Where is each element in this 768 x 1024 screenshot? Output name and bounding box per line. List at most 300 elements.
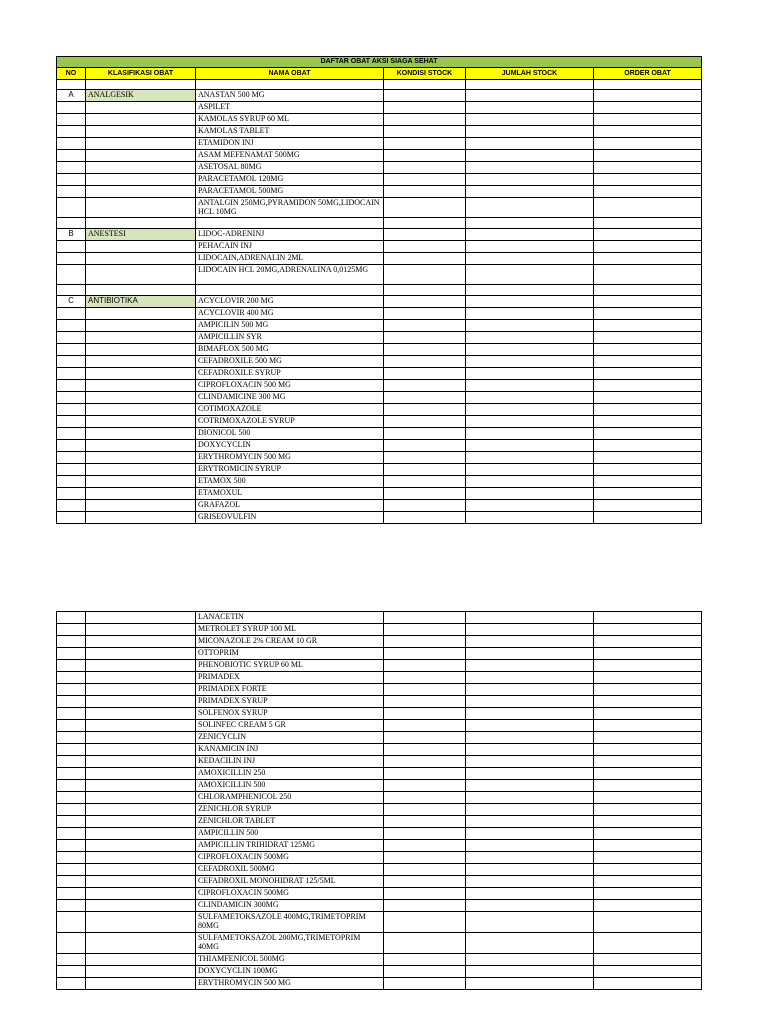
- nama-obat-cell: KANAMICIN INJ: [196, 744, 384, 756]
- kondisi-stock-cell: [384, 912, 466, 933]
- nama-obat-cell: PRIMADEX SYRUP: [196, 696, 384, 708]
- order-obat-cell: [594, 636, 702, 648]
- no-cell: [57, 126, 86, 138]
- table-row: [57, 90, 702, 102]
- no-cell: [57, 404, 86, 416]
- jumlah-stock-cell: [466, 852, 594, 864]
- nama-obat-cell: KEDACILIN INJ: [196, 756, 384, 768]
- header-row: [57, 68, 702, 80]
- kondisi-stock-cell: [384, 90, 466, 102]
- jumlah-stock-cell: [466, 102, 594, 114]
- order-obat-cell: [594, 114, 702, 126]
- klasifikasi-cell: [86, 912, 196, 933]
- jumlah-stock-cell: [466, 332, 594, 344]
- nama-obat-cell: CLINDAMICINE 300 MG: [196, 392, 384, 404]
- order-obat-cell: [594, 792, 702, 804]
- klasifikasi-cell: [86, 404, 196, 416]
- nama-obat-cell: ANTALGIN 250MG,PYRAMIDON 50MG,LIDOCAIN HCL 10MG: [196, 198, 384, 218]
- order-obat-cell: [594, 150, 702, 162]
- table-row: [57, 150, 702, 162]
- nama-obat-cell: DOXYCYCLIN 100MG: [196, 966, 384, 978]
- order-obat-cell: [594, 428, 702, 440]
- jumlah-stock-cell: [466, 392, 594, 404]
- table-row: [57, 488, 702, 500]
- order-obat-cell: [594, 756, 702, 768]
- klasifikasi-cell: [86, 126, 196, 138]
- jumlah-stock-cell: [466, 864, 594, 876]
- klasifikasi-cell: [86, 744, 196, 756]
- order-obat-cell: [594, 708, 702, 720]
- table-row: [57, 380, 702, 392]
- jumlah-stock-cell: [466, 744, 594, 756]
- klasifikasi-cell: [86, 464, 196, 476]
- klasifikasi-cell: [86, 392, 196, 404]
- order-obat-cell: [594, 840, 702, 852]
- table-row: [57, 296, 702, 308]
- no-cell: [57, 900, 86, 912]
- jumlah-stock-cell: [466, 756, 594, 768]
- header-jumlah-stock: JUMLAH STOCK: [466, 68, 594, 80]
- jumlah-stock-cell: [466, 888, 594, 900]
- jumlah-stock-cell: [466, 732, 594, 744]
- klasifikasi-cell: [86, 804, 196, 816]
- no-cell: [57, 464, 86, 476]
- no-cell: [57, 476, 86, 488]
- jumlah-stock-cell: [466, 912, 594, 933]
- jumlah-stock-cell: [466, 186, 594, 198]
- jumlah-stock-cell: [466, 933, 594, 954]
- kondisi-stock-cell: [384, 241, 466, 253]
- nama-obat-cell: COTIMOXAZOLE: [196, 404, 384, 416]
- nama-obat-cell: PARACETAMOL 120MG: [196, 174, 384, 186]
- klasifikasi-cell: [86, 102, 196, 114]
- nama-obat-cell: MICONAZOLE 2% CREAM 10 GR: [196, 636, 384, 648]
- order-obat-cell: [594, 476, 702, 488]
- nama-obat-cell: ZENICYCLIN: [196, 732, 384, 744]
- nama-obat-cell: ASETOSAL 80MG: [196, 162, 384, 174]
- order-obat-cell: [594, 876, 702, 888]
- no-cell: [57, 488, 86, 500]
- nama-obat-cell: CLINDAMICIN 300MG: [196, 900, 384, 912]
- table-row: [57, 756, 702, 768]
- table-row: [57, 732, 702, 744]
- klasifikasi-cell: [86, 452, 196, 464]
- kondisi-stock-cell: [384, 672, 466, 684]
- order-obat-cell: [594, 253, 702, 265]
- kondisi-stock-cell: [384, 308, 466, 320]
- order-obat-cell: [594, 368, 702, 380]
- table-row: [57, 428, 702, 440]
- kondisi-stock-cell: [384, 732, 466, 744]
- order-obat-cell: [594, 648, 702, 660]
- kondisi-stock-cell: [384, 780, 466, 792]
- klasifikasi-cell: [86, 198, 196, 218]
- order-obat-cell: [594, 162, 702, 174]
- jumlah-stock-cell: [466, 150, 594, 162]
- table-row: [57, 253, 702, 265]
- no-cell: [57, 218, 86, 229]
- no-cell: [57, 392, 86, 404]
- klasifikasi-cell: [86, 816, 196, 828]
- order-obat-cell: [594, 241, 702, 253]
- jumlah-stock-cell: [466, 265, 594, 285]
- nama-obat-cell: CHLORAMPHENICOL 250: [196, 792, 384, 804]
- jumlah-stock-cell: [466, 840, 594, 852]
- klasifikasi-cell: [86, 672, 196, 684]
- order-obat-cell: [594, 624, 702, 636]
- order-obat-cell: [594, 732, 702, 744]
- order-obat-cell: [594, 440, 702, 452]
- kondisi-stock-cell: [384, 265, 466, 285]
- klasifikasi-cell: [86, 150, 196, 162]
- table-row: [57, 332, 702, 344]
- klasifikasi-cell: [86, 888, 196, 900]
- jumlah-stock-cell: [466, 174, 594, 186]
- kondisi-stock-cell: [384, 612, 466, 624]
- nama-obat-cell: ANASTAN 500 MG: [196, 90, 384, 102]
- jumlah-stock-cell: [466, 218, 594, 229]
- klasifikasi-cell: [86, 416, 196, 428]
- klasifikasi-cell: [86, 900, 196, 912]
- klasifikasi-cell: [86, 792, 196, 804]
- klasifikasi-cell: [86, 636, 196, 648]
- jumlah-stock-cell: [466, 512, 594, 524]
- jumlah-stock-cell: [466, 804, 594, 816]
- table-row: [57, 696, 702, 708]
- table-title-row: [57, 57, 702, 68]
- nama-obat-cell: PARACETAMOL 500MG: [196, 186, 384, 198]
- jumlah-stock-cell: [466, 648, 594, 660]
- nama-obat-cell: LIDOC-ADRENINJ: [196, 229, 384, 241]
- klasifikasi-cell: [86, 332, 196, 344]
- kondisi-stock-cell: [384, 464, 466, 476]
- nama-obat-cell: ZENICHLOR TABLET: [196, 816, 384, 828]
- no-cell: [57, 933, 86, 954]
- order-obat-cell: [594, 954, 702, 966]
- no-cell: [57, 840, 86, 852]
- nama-obat-cell: DIONICOL 500: [196, 428, 384, 440]
- nama-obat-cell: CEFADROXILE 500 MG: [196, 356, 384, 368]
- order-obat-cell: [594, 816, 702, 828]
- no-cell: [57, 80, 86, 90]
- order-obat-cell: [594, 696, 702, 708]
- klasifikasi-cell: [86, 253, 196, 265]
- no-cell: [57, 888, 86, 900]
- order-obat-cell: [594, 80, 702, 90]
- order-obat-cell: [594, 320, 702, 332]
- nama-obat-cell: GRISEOVULFIN: [196, 512, 384, 524]
- table-row: [57, 308, 702, 320]
- klasifikasi-cell: [86, 356, 196, 368]
- jumlah-stock-cell: [466, 476, 594, 488]
- no-cell: [57, 428, 86, 440]
- no-cell: [57, 368, 86, 380]
- nama-obat-cell: CEFADROXIL 500MG: [196, 864, 384, 876]
- kondisi-stock-cell: [384, 744, 466, 756]
- klasifikasi-cell: [86, 768, 196, 780]
- nama-obat-cell: CEFADROXILE SYRUP: [196, 368, 384, 380]
- no-cell: [57, 660, 86, 672]
- klasifikasi-cell: [86, 440, 196, 452]
- no-cell: [57, 174, 86, 186]
- no-cell: B: [57, 229, 86, 241]
- order-obat-cell: [594, 332, 702, 344]
- kondisi-stock-cell: [384, 150, 466, 162]
- klasifikasi-cell: [86, 612, 196, 624]
- jumlah-stock-cell: [466, 126, 594, 138]
- jumlah-stock-cell: [466, 464, 594, 476]
- order-obat-cell: [594, 978, 702, 990]
- kondisi-stock-cell: [384, 954, 466, 966]
- header-kondisi-stock: KONDISI STOCK: [384, 68, 466, 80]
- table-row: [57, 876, 702, 888]
- kondisi-stock-cell: [384, 636, 466, 648]
- nama-obat-cell: ZENICHLOR SYRUP: [196, 804, 384, 816]
- kondisi-stock-cell: [384, 102, 466, 114]
- no-cell: [57, 756, 86, 768]
- nama-obat-cell: SULFAMETOKSAZOLE 400MG,TRIMETOPRIM 80MG: [196, 912, 384, 933]
- order-obat-cell: [594, 500, 702, 512]
- kondisi-stock-cell: [384, 229, 466, 241]
- no-cell: [57, 102, 86, 114]
- kondisi-stock-cell: [384, 392, 466, 404]
- nama-obat-cell: CIPROFLOXACIN 500MG: [196, 888, 384, 900]
- table-row: [57, 636, 702, 648]
- jumlah-stock-cell: [466, 296, 594, 308]
- order-obat-cell: [594, 126, 702, 138]
- nama-obat-cell: LIDOCAIN HCL 20MG,ADRENALINA 0,0125MG: [196, 265, 384, 285]
- no-cell: [57, 356, 86, 368]
- klasifikasi-cell: [86, 708, 196, 720]
- table-row: [57, 229, 702, 241]
- table-row: [57, 684, 702, 696]
- order-obat-cell: [594, 612, 702, 624]
- kondisi-stock-cell: [384, 978, 466, 990]
- order-obat-cell: [594, 90, 702, 102]
- order-obat-cell: [594, 744, 702, 756]
- no-cell: [57, 512, 86, 524]
- kondisi-stock-cell: [384, 804, 466, 816]
- jumlah-stock-cell: [466, 636, 594, 648]
- kondisi-stock-cell: [384, 428, 466, 440]
- klasifikasi-cell: [86, 174, 196, 186]
- klasifikasi-cell: [86, 852, 196, 864]
- kondisi-stock-cell: [384, 852, 466, 864]
- jumlah-stock-cell: [466, 344, 594, 356]
- klasifikasi-cell: [86, 368, 196, 380]
- klasifikasi-cell: [86, 966, 196, 978]
- kondisi-stock-cell: [384, 186, 466, 198]
- klasifikasi-cell: [86, 320, 196, 332]
- klasifikasi-cell: [86, 285, 196, 296]
- header-nama-obat: NAMA OBAT: [196, 68, 384, 80]
- table-row: [57, 265, 702, 285]
- nama-obat-cell: ERYTHROMYCIN 500 MG: [196, 452, 384, 464]
- nama-obat-cell: PEHACAIN INJ: [196, 241, 384, 253]
- no-cell: [57, 852, 86, 864]
- nama-obat-cell: AMPICILLIN SYR: [196, 332, 384, 344]
- jumlah-stock-cell: [466, 780, 594, 792]
- drug-list-table-continued: [56, 611, 702, 990]
- kondisi-stock-cell: [384, 162, 466, 174]
- klasifikasi-cell: ANESTESI: [86, 229, 196, 241]
- kondisi-stock-cell: [384, 332, 466, 344]
- klasifikasi-cell: ANTIBIOTIKA: [86, 296, 196, 308]
- jumlah-stock-cell: [466, 114, 594, 126]
- no-cell: [57, 150, 86, 162]
- nama-obat-cell: [196, 285, 384, 296]
- kondisi-stock-cell: [384, 660, 466, 672]
- table-row: [57, 368, 702, 380]
- klasifikasi-cell: [86, 933, 196, 954]
- klasifikasi-cell: [86, 684, 196, 696]
- table-row: [57, 114, 702, 126]
- kondisi-stock-cell: [384, 828, 466, 840]
- nama-obat-cell: KAMOLAS TABLET: [196, 126, 384, 138]
- jumlah-stock-cell: [466, 696, 594, 708]
- order-obat-cell: [594, 672, 702, 684]
- order-obat-cell: [594, 852, 702, 864]
- kondisi-stock-cell: [384, 488, 466, 500]
- kondisi-stock-cell: [384, 138, 466, 150]
- klasifikasi-cell: [86, 780, 196, 792]
- order-obat-cell: [594, 966, 702, 978]
- table-row: [57, 80, 702, 90]
- table-row: [57, 900, 702, 912]
- kondisi-stock-cell: [384, 126, 466, 138]
- nama-obat-cell: [196, 80, 384, 90]
- no-cell: [57, 828, 86, 840]
- header-klasifikasi: KLASIFIKASI OBAT: [86, 68, 196, 80]
- table-row: [57, 804, 702, 816]
- nama-obat-cell: ETAMIDON INJ: [196, 138, 384, 150]
- table-row: [57, 356, 702, 368]
- table-row: [57, 126, 702, 138]
- kondisi-stock-cell: [384, 320, 466, 332]
- jumlah-stock-cell: [466, 241, 594, 253]
- jumlah-stock-cell: [466, 672, 594, 684]
- nama-obat-cell: CEFADROXIL MONOHIDRAT 125/5ML: [196, 876, 384, 888]
- table-row: [57, 864, 702, 876]
- table-row: [57, 344, 702, 356]
- order-obat-cell: [594, 392, 702, 404]
- jumlah-stock-cell: [466, 978, 594, 990]
- order-obat-cell: [594, 174, 702, 186]
- jumlah-stock-cell: [466, 708, 594, 720]
- nama-obat-cell: DOXYCYCLIN: [196, 440, 384, 452]
- table-row: [57, 780, 702, 792]
- jumlah-stock-cell: [466, 500, 594, 512]
- jumlah-stock-cell: [466, 404, 594, 416]
- order-obat-cell: [594, 229, 702, 241]
- kondisi-stock-cell: [384, 218, 466, 229]
- no-cell: [57, 198, 86, 218]
- kondisi-stock-cell: [384, 933, 466, 954]
- order-obat-cell: [594, 888, 702, 900]
- table-row: [57, 708, 702, 720]
- kondisi-stock-cell: [384, 174, 466, 186]
- jumlah-stock-cell: [466, 452, 594, 464]
- no-cell: [57, 732, 86, 744]
- order-obat-cell: [594, 218, 702, 229]
- table-row: [57, 624, 702, 636]
- kondisi-stock-cell: [384, 114, 466, 126]
- order-obat-cell: [594, 660, 702, 672]
- order-obat-cell: [594, 285, 702, 296]
- klasifikasi-cell: [86, 732, 196, 744]
- no-cell: [57, 285, 86, 296]
- kondisi-stock-cell: [384, 80, 466, 90]
- klasifikasi-cell: [86, 696, 196, 708]
- jumlah-stock-cell: [466, 198, 594, 218]
- no-cell: [57, 804, 86, 816]
- jumlah-stock-cell: [466, 253, 594, 265]
- kondisi-stock-cell: [384, 876, 466, 888]
- jumlah-stock-cell: [466, 320, 594, 332]
- no-cell: [57, 966, 86, 978]
- kondisi-stock-cell: [384, 440, 466, 452]
- table-row: [57, 672, 702, 684]
- table-row: [57, 440, 702, 452]
- kondisi-stock-cell: [384, 720, 466, 732]
- table-row: [57, 978, 702, 990]
- kondisi-stock-cell: [384, 198, 466, 218]
- jumlah-stock-cell: [466, 356, 594, 368]
- klasifikasi-cell: [86, 756, 196, 768]
- order-obat-cell: [594, 198, 702, 218]
- nama-obat-cell: COTRIMOXAZOLE SYRUP: [196, 416, 384, 428]
- nama-obat-cell: METROLET SYRUP 100 ML: [196, 624, 384, 636]
- kondisi-stock-cell: [384, 792, 466, 804]
- order-obat-cell: [594, 804, 702, 816]
- jumlah-stock-cell: [466, 308, 594, 320]
- order-obat-cell: [594, 102, 702, 114]
- klasifikasi-cell: [86, 488, 196, 500]
- no-cell: [57, 265, 86, 285]
- kondisi-stock-cell: [384, 285, 466, 296]
- jumlah-stock-cell: [466, 368, 594, 380]
- jumlah-stock-cell: [466, 900, 594, 912]
- table-row: [57, 241, 702, 253]
- jumlah-stock-cell: [466, 138, 594, 150]
- klasifikasi-cell: [86, 162, 196, 174]
- no-cell: [57, 440, 86, 452]
- order-obat-cell: [594, 186, 702, 198]
- klasifikasi-cell: [86, 344, 196, 356]
- klasifikasi-cell: [86, 864, 196, 876]
- nama-obat-cell: AMOXICILLIN 500: [196, 780, 384, 792]
- kondisi-stock-cell: [384, 404, 466, 416]
- nama-obat-cell: [196, 218, 384, 229]
- no-cell: [57, 978, 86, 990]
- no-cell: [57, 876, 86, 888]
- no-cell: [57, 864, 86, 876]
- order-obat-cell: [594, 768, 702, 780]
- nama-obat-cell: AMPICILIN 500 MG: [196, 320, 384, 332]
- nama-obat-cell: CIPROFLOXACIN 500MG: [196, 852, 384, 864]
- table-row: [57, 320, 702, 332]
- klasifikasi-cell: ANALGESIK: [86, 90, 196, 102]
- nama-obat-cell: ACYCLOVIR 400 MG: [196, 308, 384, 320]
- no-cell: [57, 708, 86, 720]
- kondisi-stock-cell: [384, 756, 466, 768]
- header-no: NO: [57, 68, 86, 80]
- order-obat-cell: [594, 265, 702, 285]
- no-cell: [57, 416, 86, 428]
- no-cell: [57, 241, 86, 253]
- klasifikasi-cell: [86, 512, 196, 524]
- kondisi-stock-cell: [384, 768, 466, 780]
